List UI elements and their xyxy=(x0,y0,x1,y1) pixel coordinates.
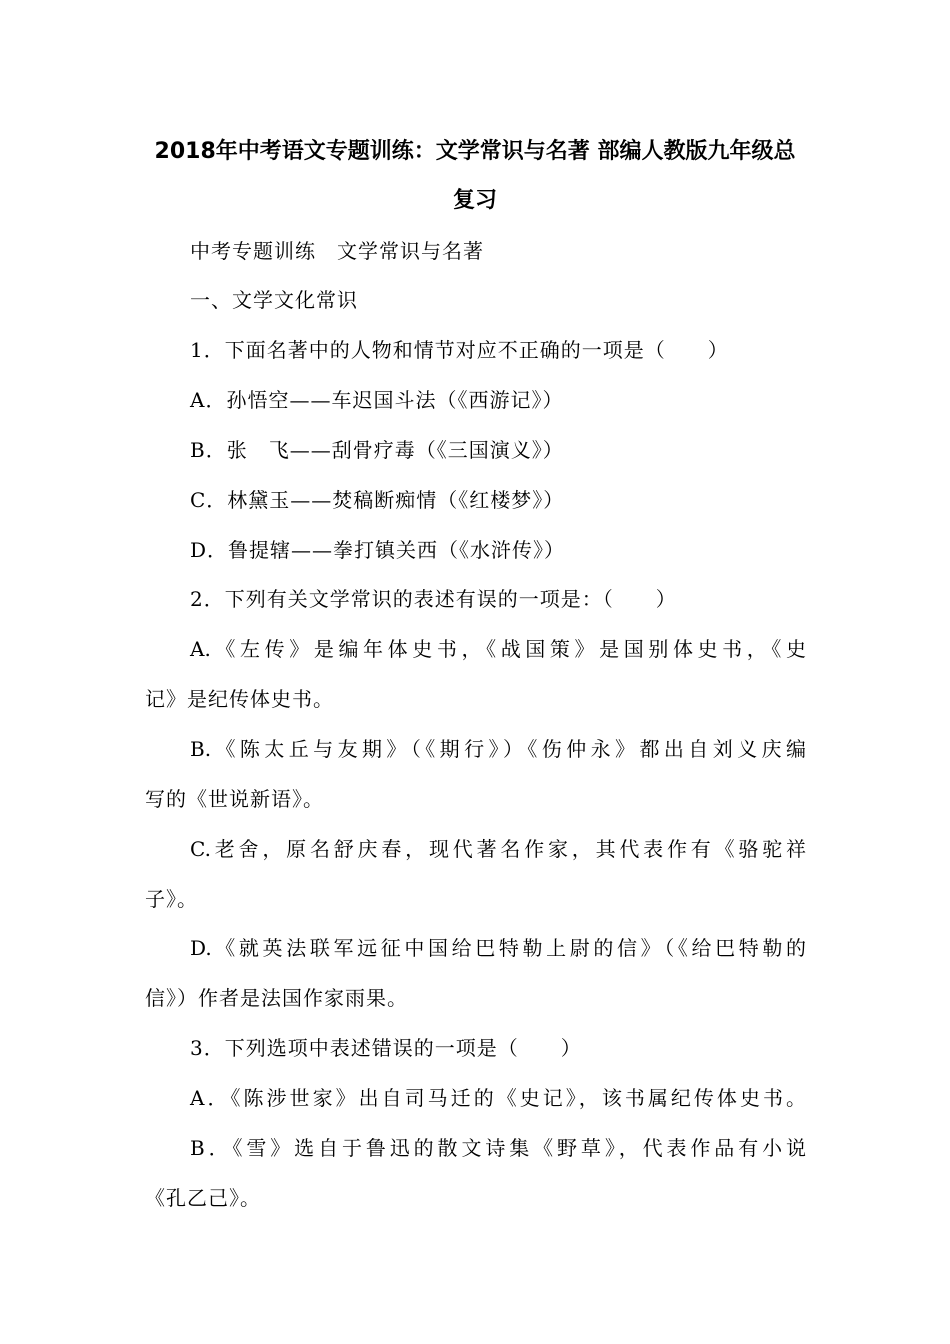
question-2-option-c-line-2: 子》。 xyxy=(145,887,198,911)
question-2-option-c-line-1: C.老舍，原名舒庆春，现代著名作家，其代表作有《骆驼祥 xyxy=(190,837,806,861)
question-2-option-a-line-2: 记》是纪传体史书。 xyxy=(145,687,334,711)
section-heading: 一、文学文化常识 xyxy=(190,288,358,312)
question-2-option-d-line-1: D.《就英法联军远征中国给巴特勒上尉的信》（《给巴特勒的 xyxy=(190,936,806,960)
question-1-option-a: A．孙悟空——车迟国斗法（《西游记》） xyxy=(190,388,564,412)
question-1-option-c: C．林黛玉——焚稿断痴情（《红楼梦》） xyxy=(190,488,565,512)
question-2-option-a-line-1: A.《左传》是编年体史书，《战国策》是国别体史书，《史 xyxy=(190,637,806,661)
question-2-option-b-line-2: 写的《世说新语》。 xyxy=(145,787,324,811)
question-1-option-b: B．张 飞——刮骨疗毒（《三国演义》） xyxy=(190,438,564,462)
question-3-option-b-line-2: 《孔乙己》。 xyxy=(145,1186,261,1210)
question-3-option-b-line-1: B．《雪》选自于鲁迅的散文诗集《野草》，代表作品有小说 xyxy=(190,1136,806,1160)
question-2-option-d-line-2: 信》）作者是法国作家雨果。 xyxy=(145,986,408,1010)
question-2-option-b-line-1: B.《陈太丘与友期》（《期行》）《伤仲永》都出自刘义庆编 xyxy=(190,737,806,761)
question-3-stem: 3．下列选项中表述错误的一项是（ ） xyxy=(190,1036,582,1060)
question-1-option-d: D．鲁提辖——拳打镇关西（《水浒传》） xyxy=(190,538,566,562)
question-2-stem: 2．下列有关文学常识的表述有误的一项是：（ ） xyxy=(190,587,677,611)
question-1-stem: 1．下面名著中的人物和情节对应不正确的一项是（ ） xyxy=(190,338,729,362)
document-title-line-1: 2018年中考语文专题训练：文学常识与名著 部编人教版九年级总 xyxy=(154,139,796,164)
document-title-line-2: 复习 xyxy=(452,188,497,213)
subtitle: 中考专题训练 文学常识与名著 xyxy=(190,239,484,263)
question-3-option-a: A．《陈涉世家》出自司马迁的《史记》，该书属纪传体史书。 xyxy=(190,1086,806,1110)
